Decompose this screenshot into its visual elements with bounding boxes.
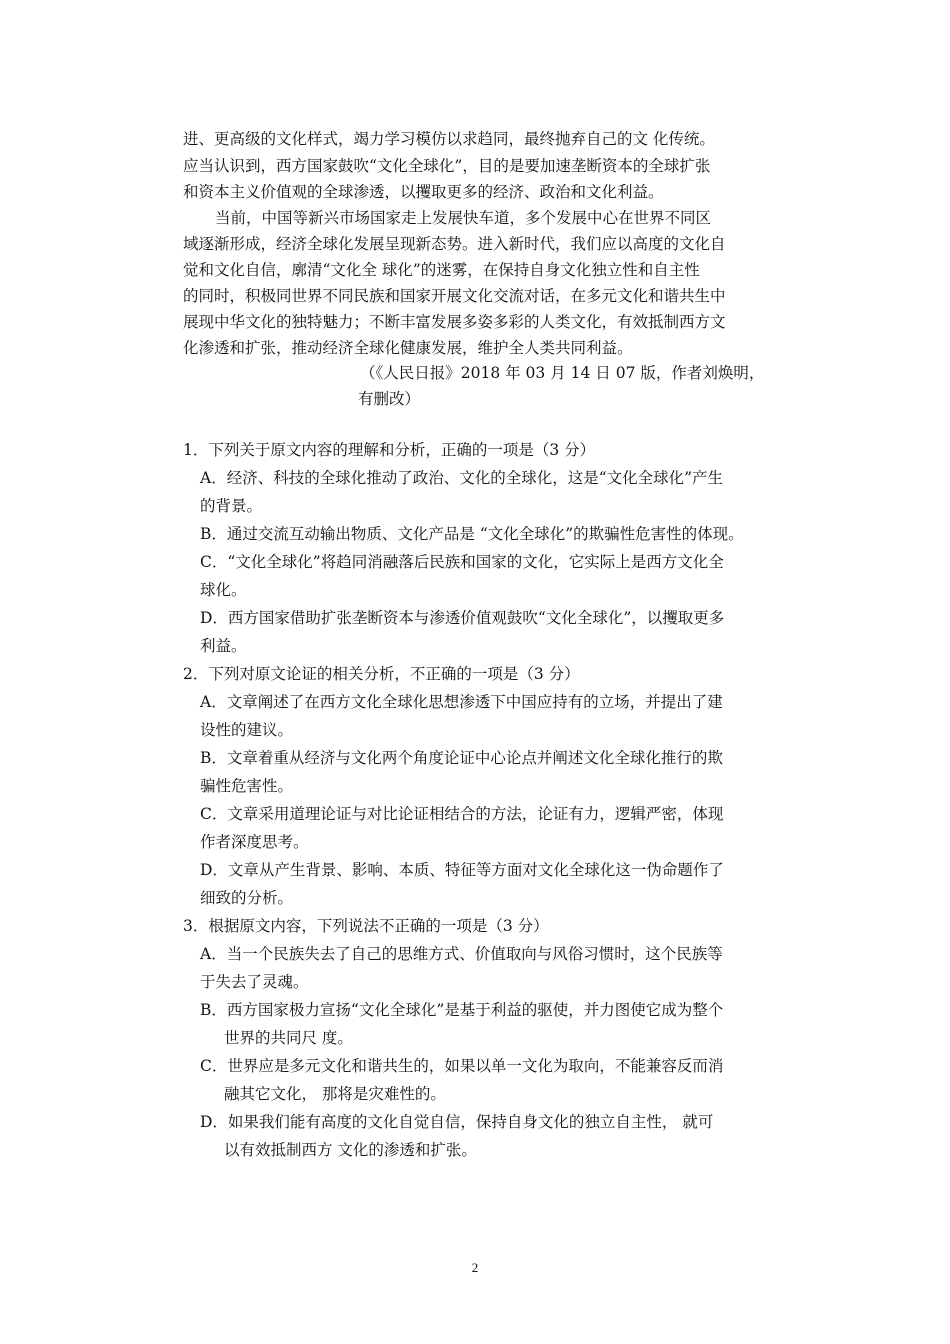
question-option: C．文章采用道理论证与对比论证相结合的方法，论证有力，逻辑严密，体现 [200, 805, 724, 823]
passage-line: 展现中华文化的独特魅力；不断丰富发展多姿多彩的人类文化，有效抵制西方文 [183, 313, 726, 331]
question-option: D．西方国家借助扩张垄断资本与渗透价值观鼓吹“文化全球化”，以攫取更多 [200, 609, 725, 627]
question-option: 骗性危害性。 [200, 777, 294, 795]
passage-line: 和资本主义价值观的全球渗透，以攫取更多的经济、政治和文化利益。 [183, 183, 664, 201]
question-option: A．经济、科技的全球化推动了政治、文化的全球化，这是“文化全球化”产生 [200, 469, 724, 487]
source-citation: （《人民日报》2018 年 03 月 14 日 07 版，作者刘焕明， [360, 364, 765, 382]
question-option: 设性的建议。 [200, 721, 294, 739]
question-option: 作者深度思考。 [200, 833, 309, 851]
passage-line: 应当认识到，西方国家鼓吹“文化全球化”，目的是要加速垄断资本的全球扩张 [183, 157, 711, 175]
question-option: 的背景。 [200, 497, 263, 515]
question-stem: 3．根据原文内容，下列说法不正确的一项是（3 分） [183, 917, 549, 935]
question-option: A．当一个民族失去了自己的思维方式、价值取向与风俗习惯时，这个民族等 [200, 945, 723, 963]
source-citation: 有删改） [358, 390, 421, 408]
passage-line: 当前，中国等新兴市场国家走上发展快车道，多个发展中心在世界不同区 [215, 209, 712, 227]
question-option: B．通过交流互动输出物质、文化产品是 “文化全球化”的欺骗性危害性的体现。 [200, 525, 744, 543]
passage-line: 的同时，积极同世界不同民族和国家开展文化交流对话，在多元文化和谐共生中 [183, 287, 726, 305]
passage-line: 域逐渐形成，经济全球化发展呈现新态势。进入新时代，我们应以高度的文化自 [183, 235, 726, 253]
question-option: B．文章着重从经济与文化两个角度论证中心论点并阐述文化全球化推行的欺 [200, 749, 723, 767]
question-option: B．西方国家极力宣扬“文化全球化”是基于利益的驱使，并力图使它成为整个 [200, 1001, 724, 1019]
question-option: 利益。 [200, 637, 247, 655]
question-option: 于失去了灵魂。 [200, 973, 309, 991]
question-option: 球化。 [200, 581, 247, 599]
question-option: 以有效抵制西方 文化的渗透和扩张。 [224, 1141, 477, 1159]
question-option: D．如果我们能有高度的文化自觉自信，保持自身文化的独立自主性， 就可 [200, 1113, 714, 1131]
question-option: 融其它文化， 那将是灾难性的。 [224, 1085, 446, 1103]
passage-line: 化渗透和扩张，推动经济全球化健康发展，维护全人类共同利益。 [183, 339, 633, 357]
question-stem: 1．下列关于原文内容的理解和分析，正确的一项是（3 分） [183, 441, 596, 459]
question-option: D．文章从产生背景、影响、本质、特征等方面对文化全球化这一伪命题作了 [200, 861, 724, 879]
passage-line: 进、更高级的文化样式，竭力学习模仿以求趋同，最终抛弃自己的文 化传统。 [183, 130, 715, 148]
passage-line: 觉和文化自信，廓清“文化全 球化”的迷雾，在保持自身文化独立性和自主性 [183, 261, 700, 279]
page-number: 2 [471, 1260, 479, 1275]
question-stem: 2．下列对原文论证的相关分析，不正确的一项是（3 分） [183, 665, 580, 683]
question-option: C．“文化全球化”将趋同消融落后民族和国家的文化，它实际上是西方文化全 [200, 553, 724, 571]
question-option: A．文章阐述了在西方文化全球化思想渗透下中国应持有的立场，并提出了建 [200, 693, 723, 711]
question-option: 细致的分析。 [200, 889, 294, 907]
question-option: 世界的共同尺 度。 [224, 1029, 353, 1047]
question-option: C．世界应是多元文化和谐共生的，如果以单一文化为取向，不能兼容反而消 [200, 1057, 724, 1075]
